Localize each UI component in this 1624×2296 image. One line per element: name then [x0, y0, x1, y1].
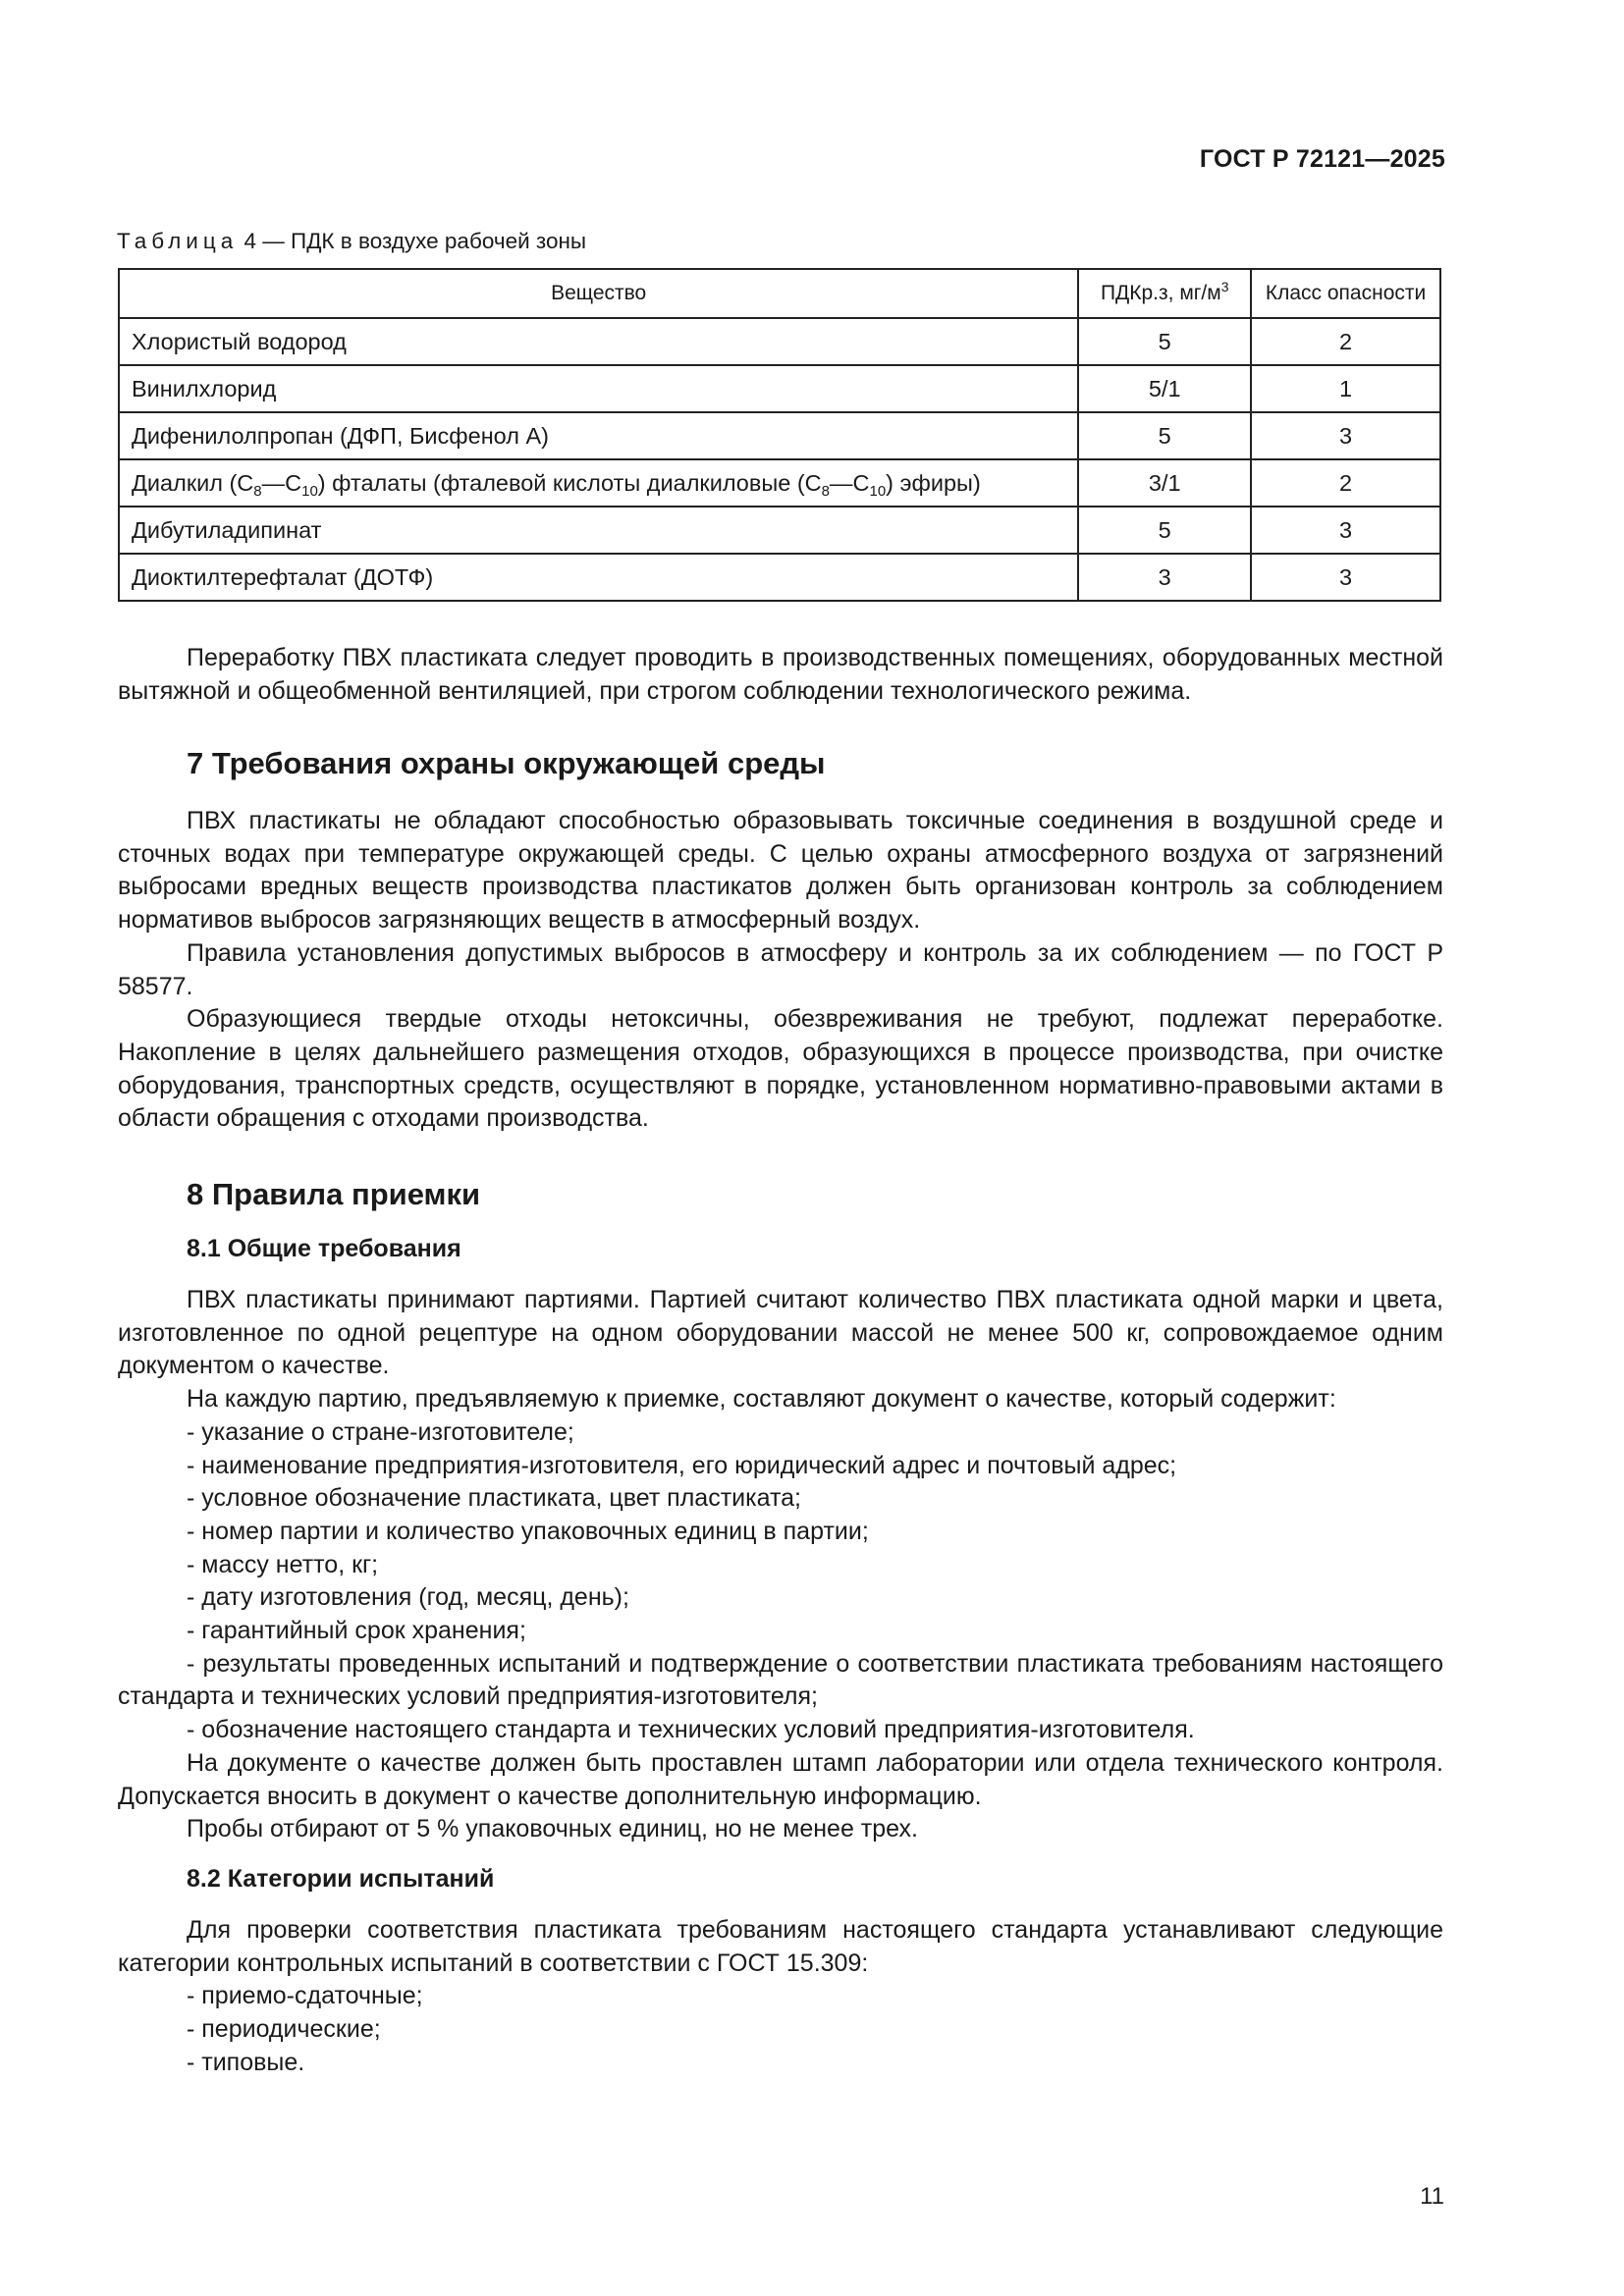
list-item: - наименование предприятия-изготовителя, его юридический адрес и почтовый адрес; — [187, 1451, 1177, 1479]
table-row — [119, 412, 1440, 459]
table-row — [119, 507, 1440, 554]
paragraph-ventilation: Переработку ПВХ пластиката следует проводить в производственных помещениях, оборудованных местной вытяжной и общеобменной вентиляцией, при строгом соблюдении технологического режима. — [118, 644, 1443, 705]
cell-pdk: 5 — [1078, 318, 1251, 365]
table-header-row — [119, 269, 1440, 318]
table-row — [119, 365, 1440, 412]
cell-pdk: 5 — [1078, 507, 1251, 554]
subsection-8-2-title: 8.2 Категории испытаний — [187, 1865, 495, 1893]
paragraph: На каждую партию, предъявляемую к приемке, составляют документ о качестве, который содержит: — [187, 1385, 1336, 1414]
list-item: - типовые. — [187, 2048, 305, 2076]
list-item: - периодические; — [187, 2015, 381, 2044]
cell-substance: Дифенилолпропан (ДФП, Бисфенол А) — [119, 412, 1078, 459]
cell-pdk: 5 — [1078, 412, 1251, 459]
list-item: - указание о стране-изготовителе; — [187, 1417, 574, 1446]
page-number: 11 — [1420, 2183, 1444, 2210]
cell-pdk: 3 — [1078, 554, 1251, 601]
cell-class: 3 — [1251, 507, 1440, 554]
paragraph: На документе о качестве должен быть проставлен штамп лаборатории или отдела технического контроля. Допускается вносить в документ о качестве дополнительную информацию. — [118, 1748, 1443, 1810]
table-row — [119, 459, 1440, 507]
document-code: ГОСТ Р 72121—2025 — [1199, 145, 1445, 173]
list-item: - массу нетто, кг; — [187, 1550, 379, 1578]
subsection-8-1-title: 8.1 Общие требования — [187, 1235, 461, 1262]
table-caption — [117, 229, 586, 254]
table-row — [119, 554, 1440, 601]
subsection-8-1-body — [118, 1284, 1443, 1846]
list-item: - условное обозначение пластиката, цвет пластиката; — [187, 1484, 801, 1513]
cell-class: 3 — [1251, 412, 1440, 459]
cell-pdk: 5/1 — [1078, 365, 1251, 412]
table-caption-label: Таблица — [117, 229, 239, 253]
section-7-title: 7 Требования охраны окружающей среды — [187, 746, 826, 780]
list-item: - обозначение настоящего стандарта и технических условий предприятия-изготовителя. — [187, 1716, 1195, 1744]
cell-class: 3 — [1251, 554, 1440, 601]
list-item: - результаты проведенных испытаний и подтверждение о соответствии пластиката требованиям настоящего стандарта и технических условий предприятия-изготовителя; — [118, 1649, 1443, 1711]
col-header-substance: Вещество — [119, 269, 1078, 318]
paragraph: ПВХ пластикаты не обладают способностью образовывать токсичные соединения в воздушной среде и сточных водах при температуре окружающей среды. С целью охраны атмосферного воздуха от загрязнений выбросами вредных веществ производства пластикатов должен быть организован контроль за соблюдением нормативов выбросов загрязняющих веществ в атмосферный воздух. — [118, 807, 1443, 934]
paragraph: Образующиеся твердые отходы нетоксичны, обезвреживания не требуют, подлежат переработке. Накопление в целях дальнейшего размещения отходов, образующихся в процессе производства, при очистке оборудования, транспортных средств, осуществляют в порядке, установленном нормативно-правовыми актами в области обращения с отходами производства. — [118, 1005, 1443, 1133]
section-8-title: 8 Правила приемки — [187, 1177, 481, 1211]
cell-class: 1 — [1251, 365, 1440, 412]
cell-pdk: 3/1 — [1078, 459, 1251, 507]
paragraph: ПВХ пластикаты принимают партиями. Партией считают количество ПВХ пластиката одной марки и цвета, изготовленное по одной рецептуре на одном оборудовании массой не менее 500 кг, сопровождаемое одним документом о качестве. — [118, 1286, 1443, 1380]
cell-class: 2 — [1251, 459, 1440, 507]
subsection-8-2-body — [118, 1914, 1443, 2080]
pdk-table — [118, 268, 1441, 602]
cell-substance: Винилхлорид — [119, 365, 1078, 412]
cell-substance: Дибутиладипинат — [119, 507, 1078, 554]
list-item: - дату изготовления (год, месяц, день); — [187, 1583, 629, 1612]
section-7-body — [118, 805, 1443, 1136]
table-row — [119, 318, 1440, 365]
paragraph: Для проверки соответствия пластиката требованиям настоящего стандарта устанавливают следующие категории контрольных испытаний в соответствии с ГОСТ 15.309: — [118, 1916, 1443, 1977]
list-item: - приемо-сдаточные; — [187, 1982, 423, 2010]
list-item: - номер партии и количество упаковочных единиц в партии; — [187, 1517, 869, 1545]
cell-substance: Диоктилтерефталат (ДОТФ) — [119, 554, 1078, 601]
col-header-pdk: ПДКр.з, $мг/м^3$ — [1078, 269, 1251, 318]
col-header-class: Класс опасности — [1251, 269, 1440, 318]
cell-class: 2 — [1251, 318, 1440, 365]
paragraph: Пробы отбирают от 5 % упаковочных единиц, но не менее трех. — [187, 1815, 918, 1843]
paragraph: Правила установления допустимых выбросов в атмосферу и контроль за их соблюдением — по ГОСТ Р 58577. — [118, 938, 1443, 1000]
cell-substance: Хлористый водород — [119, 318, 1078, 365]
table-caption-text: 4 — ПДК в воздухе рабочей зоны — [244, 229, 587, 253]
list-item: - гарантийный срок хранения; — [187, 1617, 526, 1645]
cell-substance: Диалкил $(C_8—C_{10})$ фталаты (фталевой кислоты диалкиловые $(C_8—C_{10})$ эфиры) — [119, 459, 1078, 507]
